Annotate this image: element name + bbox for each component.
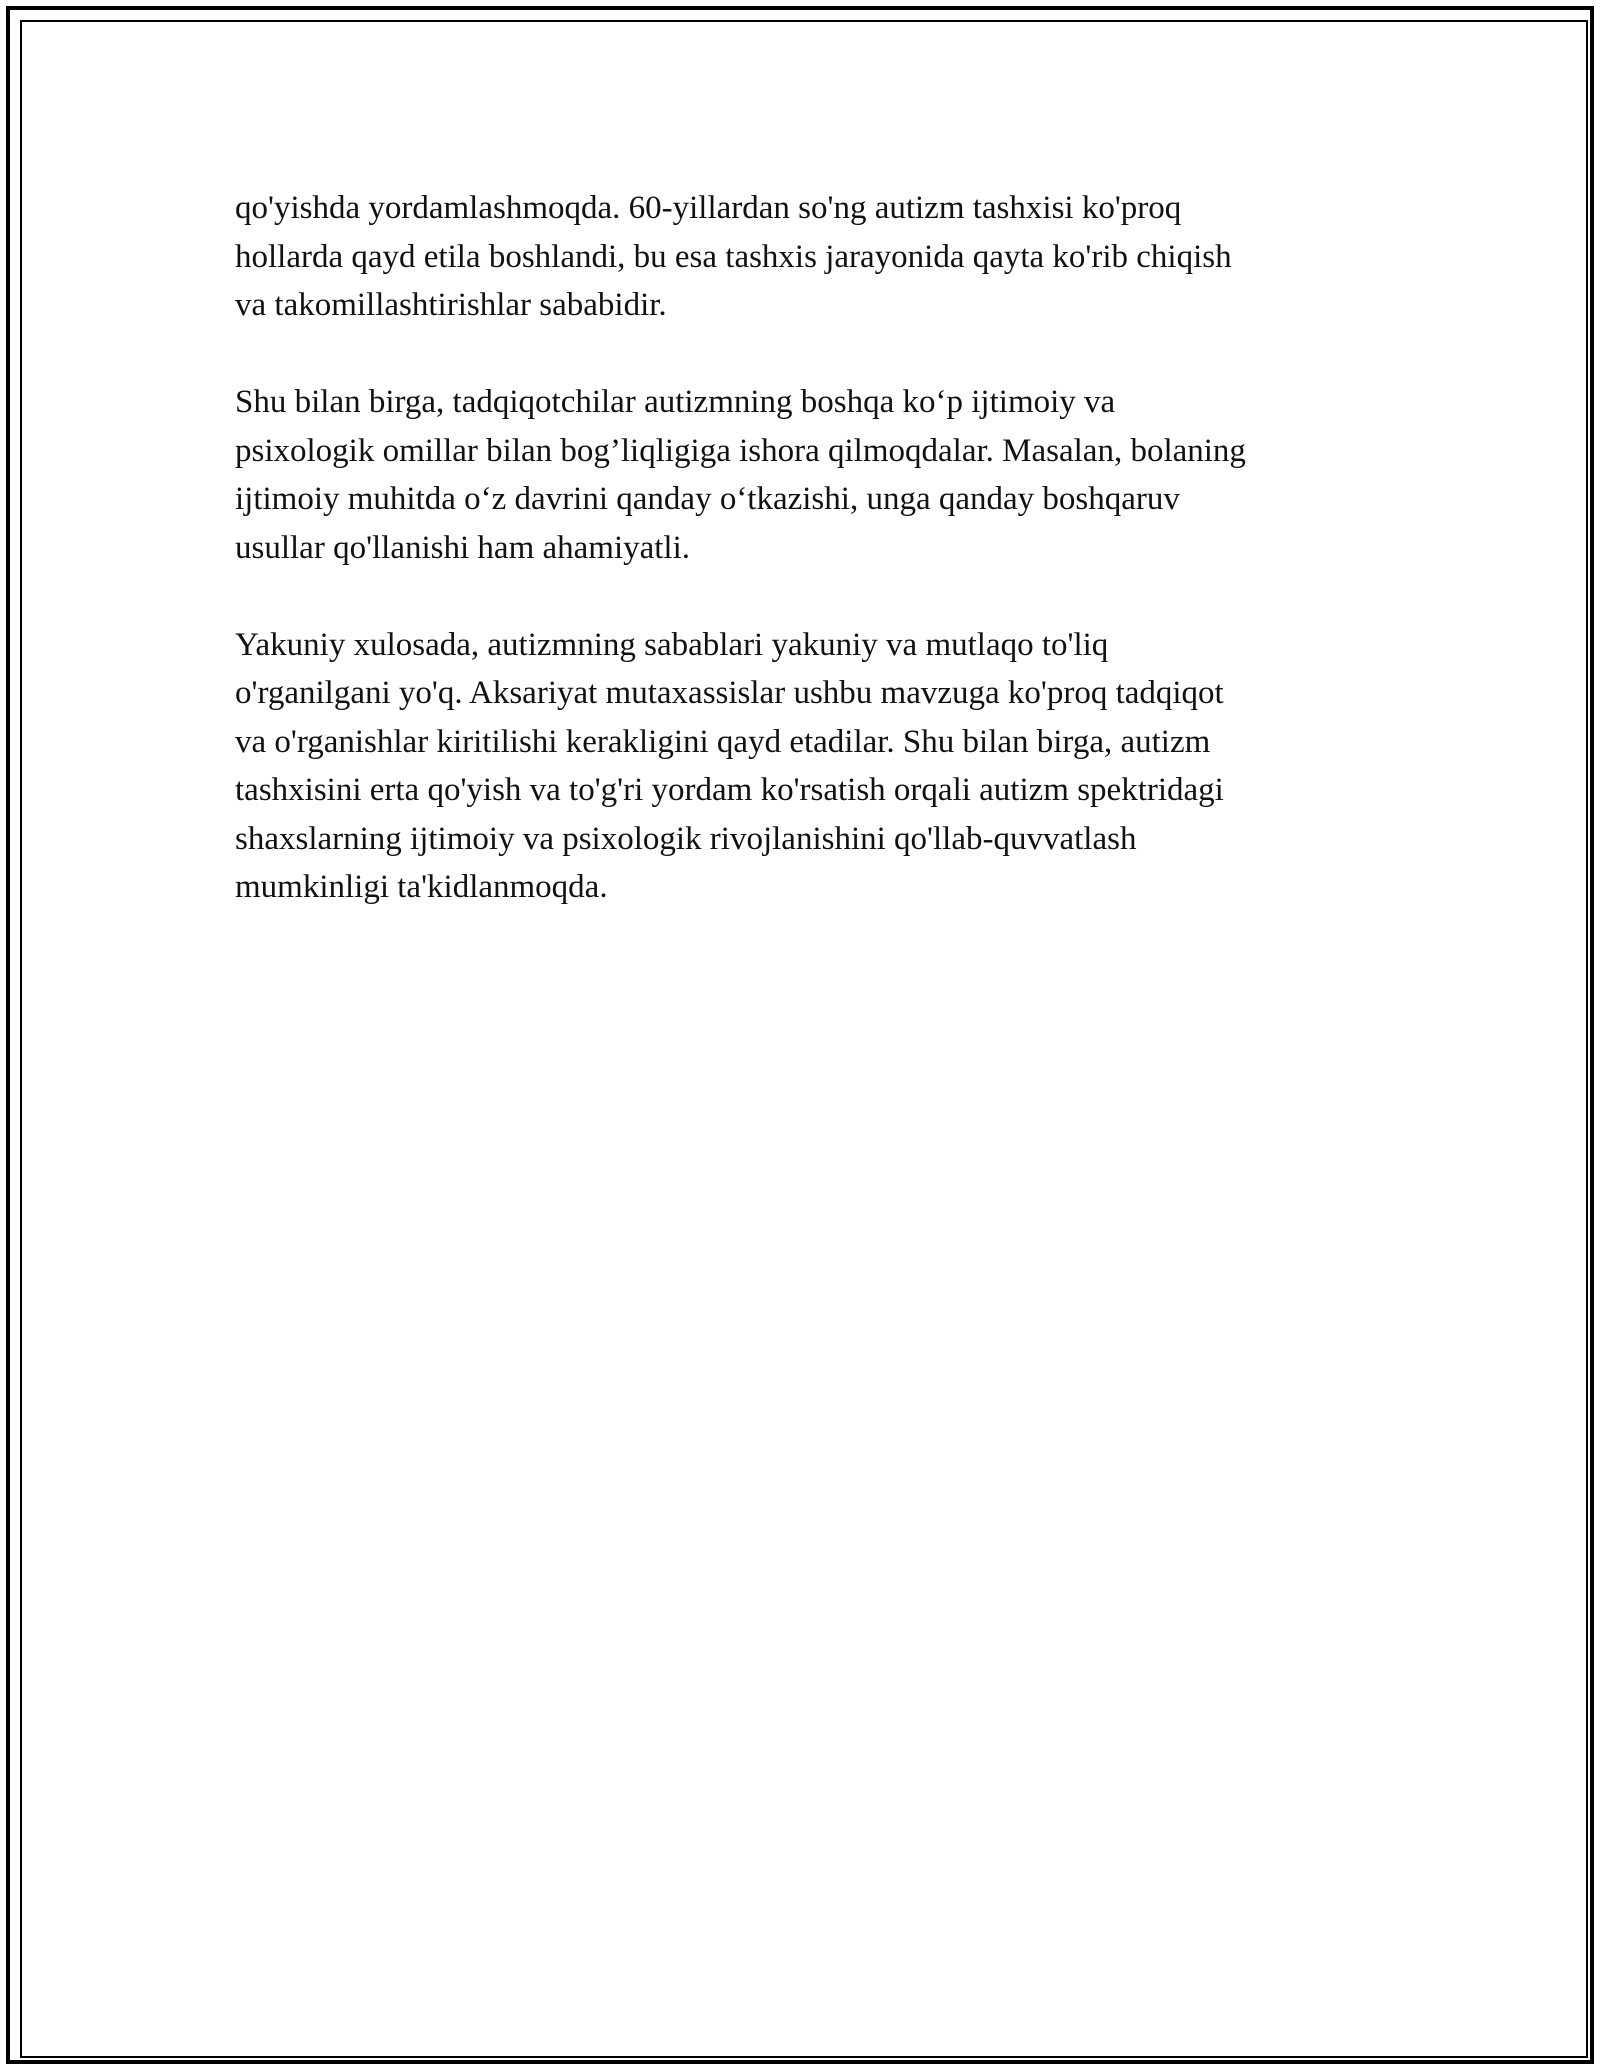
document-body — [235, 184, 1385, 960]
text-line: Shu bilan birga, tadqiqotchilar autizmning boshqa koʻp ijtimoiy va — [235, 384, 1116, 420]
text-line: shaxslarning ijtimoiy va psixologik rivojlanishini qo'llab-quvvatlash — [235, 820, 1137, 857]
text-line: hollarda qayd etila boshlandi, bu esa tashxis jarayonida qayta ko'rib chiqish — [235, 238, 1232, 275]
paragraph-1 — [235, 184, 1385, 330]
text-line: psixologik omillar bilan bog’liqligiga ishora qilmoqdalar. Masalan, bolaning — [235, 432, 1246, 469]
text-line: usullar qo'llanishi ham ahamiyatli. — [235, 529, 691, 566]
text-line: Yakuniy xulosada, autizmning sabablari yakuniy va mutlaqo to'liq — [235, 626, 1109, 663]
text-line: va takomillashtirishlar sababidir. — [235, 287, 667, 323]
paragraph-3 — [235, 621, 1385, 912]
text-line: va o'rganishlar kiritilishi kerakligini qayd etadilar. Shu bilan birga, autizm — [235, 723, 1211, 760]
text-line: o'rganilgani yo'q. Aksariyat mutaxassislar ushbu mavzuga ko'proq tadqiqot — [235, 675, 1224, 711]
paragraph-2 — [235, 378, 1385, 572]
text-line: qo'yishda yordamlashmoqda. 60-yillardan so'ng autizm tashxisi ko'proq — [235, 190, 1182, 226]
text-line: ijtimoiy muhitda oʻz davrini qanday oʻtkazishi, unga qanday boshqaruv — [235, 481, 1180, 517]
text-line: mumkinligi ta'kidlanmoqda. — [235, 869, 608, 905]
text-line: tashxisini erta qo'yish va to'g'ri yordam ko'rsatish orqali autizm spektridagi — [235, 772, 1224, 808]
